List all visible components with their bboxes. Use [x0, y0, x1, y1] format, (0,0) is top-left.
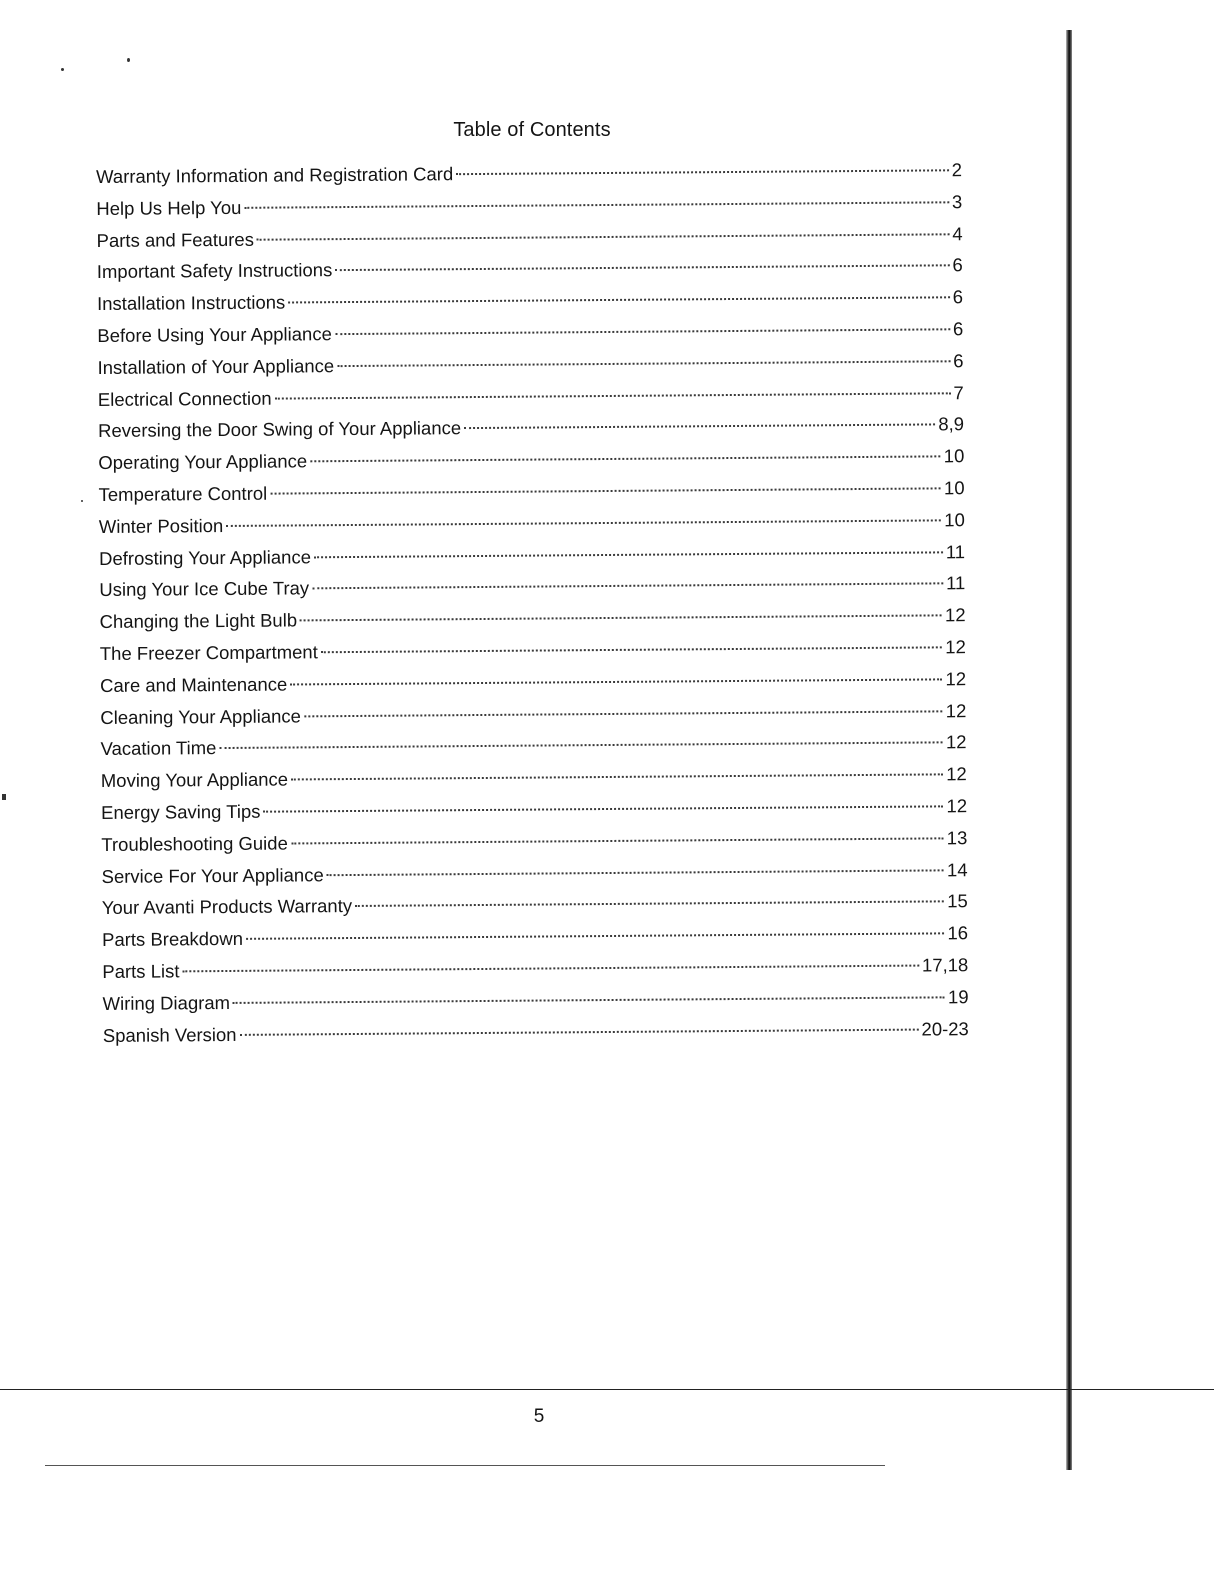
toc-entry-page: 12 — [945, 667, 967, 690]
toc-entry-page: 3 — [951, 190, 963, 213]
toc-entry-page: 12 — [945, 699, 967, 721]
toc-dot-leader — [270, 487, 941, 494]
scan-speck — [61, 68, 64, 71]
toc-dot-leader — [310, 456, 941, 463]
toc-dot-leader — [226, 519, 941, 527]
toc-entry-page: 2 — [951, 159, 963, 181]
toc-entry-page: 6 — [952, 254, 963, 276]
toc-entry-label: Service For Your Appliance — [101, 863, 324, 887]
toc-entry-page: 7 — [953, 381, 964, 403]
toc-entry-page: 12 — [945, 731, 967, 753]
toc-dot-leader — [464, 424, 935, 430]
toc-entry-label: Care and Maintenance — [99, 673, 288, 696]
toc-entry-label: Vacation Time — [100, 737, 217, 760]
toc-dot-leader — [337, 360, 950, 367]
toc-entry-label: Warranty Information and Registration Card — [96, 163, 454, 187]
toc-entry-page: 12 — [946, 795, 968, 817]
toc-dot-leader — [335, 265, 949, 272]
toc-entry-page: 6 — [953, 349, 964, 372]
toc-dot-leader — [290, 678, 942, 685]
toc-dot-leader — [335, 328, 950, 335]
toc-dot-leader — [327, 869, 944, 876]
page-number: 5 — [533, 1406, 545, 1427]
table-of-contents — [96, 159, 969, 1056]
bottom-rule — [45, 1465, 885, 1466]
toc-entry-label: Cleaning Your Appliance — [100, 704, 301, 728]
toc-entry-page: 17,18 — [921, 954, 969, 976]
toc-entry-page: 6 — [952, 286, 964, 308]
toc-entry-label: Using Your Ice Cube Tray — [99, 577, 310, 601]
toc-entry-label: Parts and Features — [96, 228, 255, 251]
toc-dot-leader — [244, 201, 949, 209]
toc-dot-leader — [233, 996, 945, 1004]
toc-entry-page: 13 — [946, 826, 968, 849]
toc-entry-page: 20-23 — [921, 1017, 969, 1040]
footer-rule — [0, 1389, 1214, 1390]
toc-entry-label: The Freezer Compartment — [99, 641, 318, 664]
toc-dot-leader — [263, 805, 943, 812]
scan-speck — [127, 58, 130, 62]
toc-entry-page: 11 — [945, 540, 966, 562]
toc-dot-leader — [275, 392, 951, 399]
toc-entry-label: Your Avanti Products Warranty — [101, 895, 353, 919]
toc-entry-label: Parts List — [102, 960, 180, 982]
toc-dot-leader — [291, 774, 943, 781]
toc-entry-label: Important Safety Instructions — [96, 259, 333, 283]
toc-dot-leader — [312, 583, 943, 590]
toc-dot-leader — [304, 710, 943, 717]
toc-entry-label: Operating Your Appliance — [98, 450, 308, 474]
toc-entry-label: Installation of Your Appliance — [97, 354, 335, 378]
scan-speck — [81, 500, 83, 502]
toc-dot-leader — [321, 646, 942, 653]
toc-entry-label: Installation Instructions — [96, 291, 286, 315]
toc-entry-label: Troubleshooting Guide — [101, 832, 288, 855]
toc-entry-label: Winter Position — [98, 514, 224, 537]
scan-speck — [2, 794, 6, 800]
toc-entry-label: Reversing the Door Swing of Your Appliance — [97, 417, 462, 442]
toc-entry-page: 11 — [946, 572, 966, 594]
toc-dot-leader — [314, 551, 943, 558]
toc-entry-label: Help Us Help You — [96, 196, 242, 219]
toc-entry-page: 6 — [952, 318, 964, 340]
toc-dot-leader — [240, 1028, 919, 1035]
page-title: Table of Contents — [453, 119, 611, 141]
toc-entry-label: Energy Saving Tips — [100, 800, 261, 823]
toc-entry-page: 12 — [944, 604, 966, 626]
toc-dot-leader — [219, 742, 943, 750]
toc-entry-page: 12 — [946, 763, 967, 785]
toc-entry-label: Wiring Diagram — [102, 991, 231, 1014]
toc-dot-leader — [246, 932, 945, 939]
toc-dot-leader — [456, 169, 949, 175]
toc-entry-page: 14 — [946, 858, 968, 880]
toc-entry-label: Changing the Light Bulb — [99, 609, 298, 633]
toc-entry-page: 15 — [947, 890, 968, 912]
scan-edge-bar — [1066, 30, 1072, 1470]
toc-entry-label: Spanish Version — [102, 1023, 237, 1046]
toc-entry-page: 19 — [947, 985, 969, 1008]
toc-entry-page: 16 — [947, 922, 969, 944]
toc-dot-leader — [355, 901, 944, 908]
toc-entry-page: 10 — [944, 508, 965, 531]
toc-dot-leader — [182, 964, 919, 972]
toc-entry-label: Temperature Control — [98, 482, 268, 505]
toc-entry-page: 12 — [945, 636, 966, 658]
toc-dot-leader — [288, 296, 950, 303]
toc-dot-leader — [257, 233, 949, 240]
toc-entry-page: 10 — [943, 477, 965, 499]
toc-entry-page: 10 — [943, 445, 965, 467]
toc-entry-page: 8,9 — [938, 413, 965, 435]
toc-entry-label: Electrical Connection — [97, 387, 272, 410]
toc-entry-page: 4 — [952, 222, 963, 244]
toc-entry — [103, 1018, 969, 1057]
toc-entry-label: Moving Your Appliance — [100, 768, 289, 792]
toc-entry-label: Defrosting Your Appliance — [98, 545, 312, 569]
toc-entry-label: Parts Breakdown — [101, 927, 244, 951]
toc-dot-leader — [300, 615, 942, 622]
toc-dot-leader — [291, 837, 944, 844]
toc-entry-label: Before Using Your Appliance — [97, 323, 332, 346]
